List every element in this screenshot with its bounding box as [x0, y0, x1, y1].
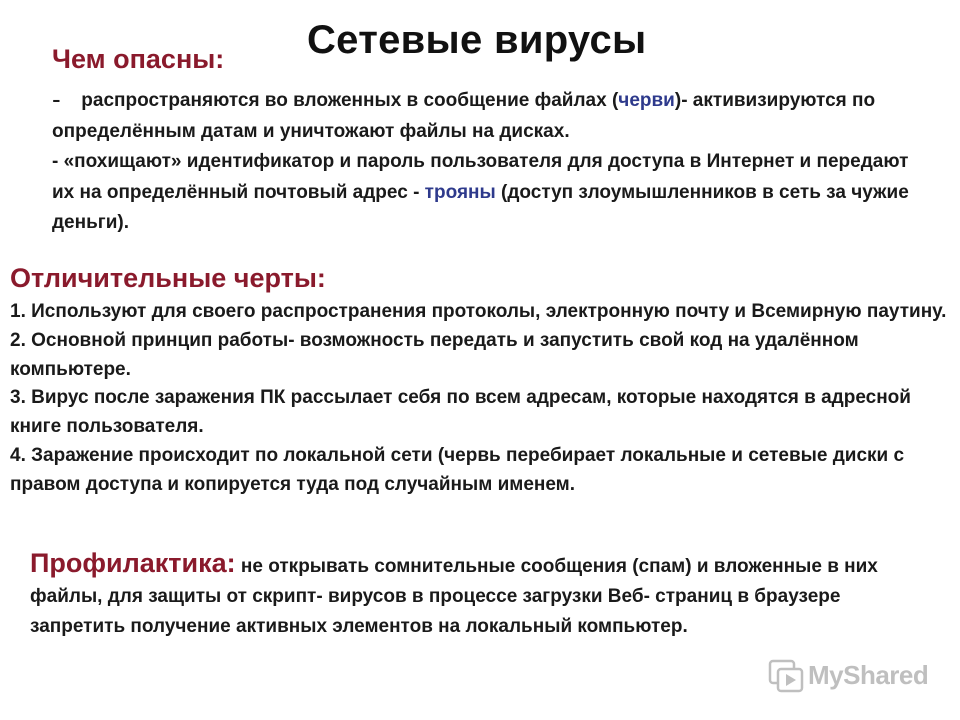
feature-item-1: 1. Используют для своего распространения протоколы, электронную почту и Всемирную паутину.	[10, 301, 947, 322]
dash-marker: -	[52, 84, 61, 114]
watermark	[766, 656, 936, 696]
prevention-text: не открывать сомнительные сообщения (спам) и вложенные в них файлы, для защиты от скрипт- вирусов в процессе загрузки Веб- страниц в браузере запретить получение активных элементов на локальный компьютер.	[30, 556, 878, 637]
feature-item-3: 3. Вирус после заражения ПК рассылает себя по всем адресам, которые находятся в адресной книге пользователя.	[10, 387, 911, 438]
danger-paragraph-2	[52, 147, 932, 239]
danger-text	[52, 84, 932, 239]
danger-paragraph-1	[52, 84, 932, 147]
danger-p1-text2: )- активизируются по определённым датам и уничтожают файлы на дисках.	[52, 90, 876, 142]
myshared-logo-icon	[768, 659, 804, 693]
keyword-trojans: трояны	[424, 181, 496, 203]
danger-p2-text: - «похищают» идентификатор и пароль пользователя для доступа в Интернет и передают их на определённый почтовый адрес -	[52, 151, 909, 203]
features-list	[10, 298, 955, 500]
slide-title: Сетевые вирусы	[307, 18, 647, 62]
watermark-text: MyShared	[808, 660, 929, 690]
feature-item-2: 2. Основной принцип работы- возможность передать и запустить свой код на удалённом компьютере.	[10, 329, 859, 380]
danger-p1-text: распространяются во вложенных в сообщение файлах (	[76, 90, 619, 111]
danger-heading: Чем опасны:	[52, 44, 225, 74]
keyword-worms: черви	[618, 90, 675, 111]
features-heading: Отличительные черты:	[10, 263, 326, 293]
danger-p2-text2: (доступ злоумышленников в сеть за чужие деньги).	[52, 181, 909, 233]
prevention-block	[30, 548, 910, 642]
prevention-heading: Профилактика:	[30, 548, 236, 578]
feature-item-4: 4. Заражение происходит по локальной сети (червь перебирает локальные и сетевые диски с правом доступа и копируется туда под случайным именем.	[10, 444, 905, 495]
